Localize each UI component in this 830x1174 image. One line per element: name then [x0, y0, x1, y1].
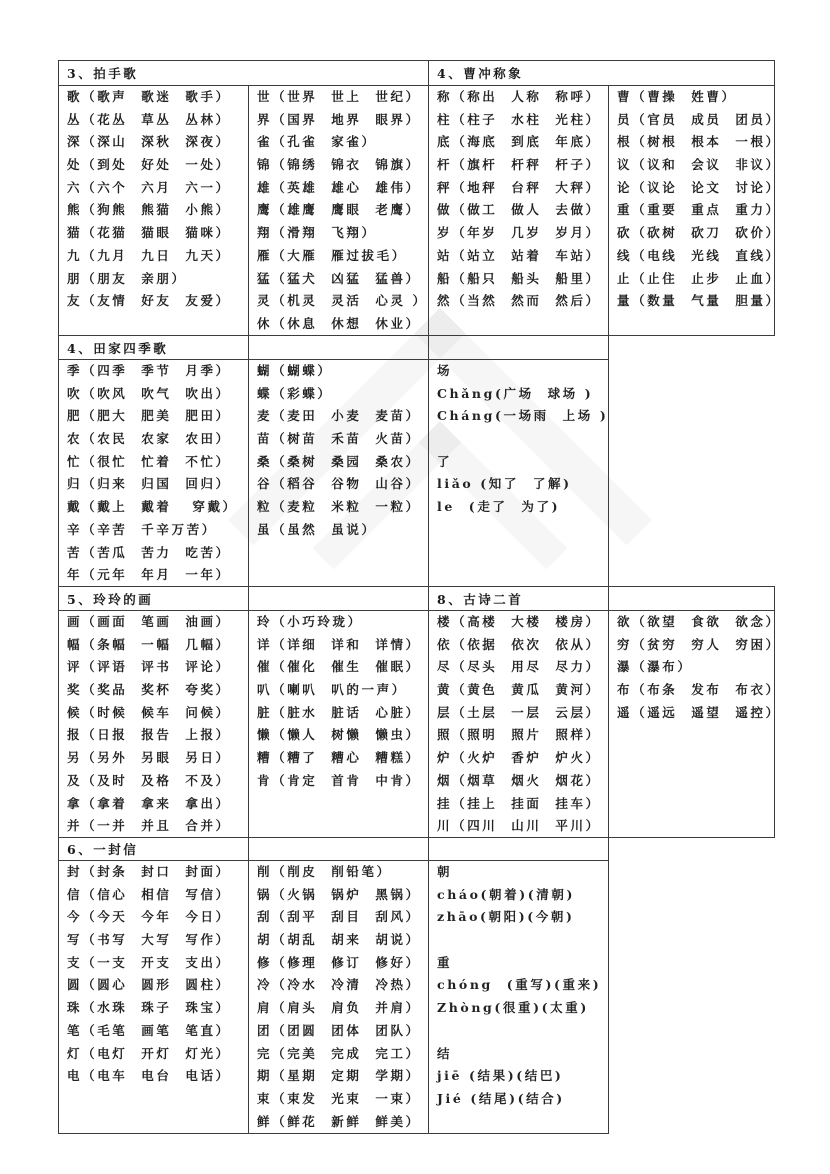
list-item: 穷（贫穷 穷人 穷困）: [617, 636, 781, 652]
list-item: 秤（地秤 台秤 大秤）: [437, 179, 601, 195]
list-item: 及（及时 及格 不及）: [67, 772, 231, 788]
list-item: 欲（欲望 食欲 欲念）: [617, 614, 781, 629]
list-item: 友（友情 好友 友爱）: [67, 293, 231, 309]
list-item: 遥（遥远 遥望 遥控）: [617, 704, 781, 720]
section-header: [248, 837, 429, 861]
list-item: 苗（树苗 禾苗 火苗）: [257, 431, 421, 447]
list-item: 懒（懒人 树懒 懒虫）: [257, 727, 421, 743]
section-header: [248, 586, 429, 611]
list-item: 九（九月 九日 九天）: [67, 247, 231, 263]
list-item: 束（束发 光束 一束）: [257, 1090, 421, 1106]
section-header: [608, 586, 775, 611]
list-item: 猫（花猫 猫眼 猫咪）: [67, 225, 231, 241]
list-item: 杆（旗杆 杆秤 杆子）: [437, 157, 601, 173]
list-item: 柱（柱子 水柱 光柱）: [437, 111, 601, 127]
list-item: 底（海底 到底 年底）: [437, 134, 601, 150]
list-item: 雄（英雄 雄心 雄伟）: [257, 179, 421, 195]
list-item: 深（深山 深秋 深夜）: [67, 134, 231, 150]
list-item: 忙（很忙 忙着 不忙）: [67, 453, 231, 469]
list-item: 年（元年 年月 一年）: [67, 567, 231, 583]
list-item: 六（六个 六月 六一）: [67, 179, 231, 195]
list-item: 曹（曹操 姓曹）: [617, 89, 737, 104]
list-item: 重（重要 重点 重力）: [617, 202, 781, 218]
list-item: 称（称出 人称 称呼）: [437, 89, 601, 104]
list-item: 岁（年岁 几岁 岁月）: [437, 225, 601, 241]
list-item: 麦（麦田 小麦 麦苗）: [257, 408, 421, 424]
list-item: 锅（火锅 锅炉 黑锅）: [257, 886, 421, 902]
list-item: 电（电车 电台 电话）: [67, 1068, 231, 1084]
list-item: 做（做工 做人 去做）: [437, 202, 601, 218]
list-item: 世（世界 世上 世纪）: [257, 89, 421, 104]
list-item: 桑（桑树 桑园 桑农）: [257, 453, 421, 469]
list-item: jiē (结果)(结巴): [437, 1068, 564, 1084]
list-item: 信（信心 相信 写信）: [67, 886, 231, 902]
list-item: 依（依据 依次 依从）: [437, 636, 601, 652]
list-item: 胡（胡乱 胡来 胡说）: [257, 932, 421, 948]
list-item: 议（议和 会议 非议）: [617, 157, 781, 173]
list-item: liǎo (知了 了解): [437, 476, 572, 492]
list-item: 并（一并 并且 合并）: [67, 818, 231, 834]
word-column: [58, 359, 249, 587]
list-item: 肯（肯定 首肯 中肯）: [257, 772, 421, 788]
list-item: 候（时候 候车 问候）: [67, 704, 231, 720]
list-item: Chǎng(广场 球场 ): [437, 385, 594, 401]
section-header: 5、玲玲的画: [58, 586, 249, 611]
section-header: [248, 335, 429, 360]
word-column: [58, 610, 249, 838]
list-item: Cháng(一场雨 上场 ): [437, 408, 609, 424]
list-item: 朝: [437, 864, 453, 879]
list-item: 修（修理 修订 修好）: [257, 954, 421, 970]
list-item: 辛（辛苦 千辛万苦）: [67, 521, 217, 537]
section-header: 4、田家四季歌: [58, 335, 249, 360]
list-item: cháo(朝着)(清朝): [437, 886, 575, 902]
list-item: 脏（脏水 脏话 心脏）: [257, 704, 421, 720]
list-item: 熊（狗熊 熊猫 小熊）: [67, 202, 231, 218]
list-item: 今（今天 今年 今日）: [67, 909, 231, 925]
list-item: zhāo(朝阳)(今朝): [437, 909, 575, 925]
list-item: 站（站立 站着 车站）: [437, 247, 601, 263]
list-item: 止（止住 止步 止血）: [617, 270, 781, 286]
word-column: [248, 860, 429, 1134]
list-item: 黄（黄色 黄瓜 黄河）: [437, 682, 601, 698]
list-item: 期（星期 定期 学期）: [257, 1068, 421, 1084]
word-column: [248, 85, 429, 336]
list-item: 支（一支 开支 支出）: [67, 954, 231, 970]
section-header: [428, 837, 609, 861]
section-header: 3、拍手歌: [58, 60, 429, 86]
list-item: 然（当然 然而 然后）: [437, 293, 601, 309]
list-item: 鲜（鲜花 新鲜 鲜美）: [257, 1113, 421, 1129]
list-item: 丛（花丛 草丛 丛林）: [67, 111, 231, 127]
list-item: 农（农民 农家 农田）: [67, 431, 231, 447]
list-item: 雀（孔雀 家雀）: [257, 134, 377, 150]
list-item: 楼（高楼 大楼 楼房）: [437, 614, 601, 629]
list-item: 画（画面 笔画 油画）: [67, 614, 231, 629]
list-item: 戴（戴上 戴着 穿戴）: [67, 499, 238, 515]
list-item: 烟（烟草 烟火 烟花）: [437, 772, 601, 788]
list-item: 照（照明 照片 照样）: [437, 727, 601, 743]
list-item: [437, 428, 608, 451]
list-item: 砍（砍树 砍刀 砍价）: [617, 225, 781, 241]
list-item: 冷（冷水 冷清 冷热）: [257, 977, 421, 993]
list-item: 苦（苦瓜 苦力 吃苦）: [67, 544, 231, 560]
list-item: 粒（麦粒 米粒 一粒）: [257, 499, 421, 515]
list-item: 灯（电灯 开灯 灯光）: [67, 1045, 231, 1061]
list-item: 叭（喇叭 叭的一声）: [257, 682, 407, 698]
list-item: 线（电线 光线 直线）: [617, 247, 781, 263]
list-item: 雁（大雁 雁过拔毛）: [257, 247, 407, 263]
list-item: 挂（挂上 挂面 挂车）: [437, 795, 601, 811]
list-item: 玲（小巧玲珑）: [257, 614, 363, 629]
list-item: 肥（肥大 肥美 肥田）: [67, 408, 231, 424]
list-item: Zhòng(很重)(太重): [437, 1000, 589, 1016]
list-item: 封（封条 封口 封面）: [67, 864, 231, 879]
list-item: 奖（奖品 奖杯 夸奖）: [67, 682, 231, 698]
list-item: 量（数量 气量 胆量）: [617, 293, 781, 309]
list-item: 歌（歌声 歌迷 歌手）: [67, 89, 231, 104]
list-item: 布（布条 发布 布衣）: [617, 682, 781, 698]
section-header: 4、曹冲称象: [428, 60, 775, 86]
list-item: 完（完美 完成 完工）: [257, 1045, 421, 1061]
list-item: 灵（机灵 灵活 心灵 ）: [257, 293, 428, 309]
word-column: [608, 85, 781, 336]
list-item: 笔（毛笔 画笔 笔直）: [67, 1022, 231, 1038]
word-column: [248, 610, 429, 838]
list-item: 翔（滑翔 飞翔）: [257, 225, 377, 241]
list-item: 蝴（蝴蝶）: [257, 363, 333, 378]
list-item: 界（国界 地界 眼界）: [257, 111, 421, 127]
list-item: 团（团圆 团体 团队）: [257, 1022, 421, 1038]
list-item: 珠（水珠 珠子 珠宝）: [67, 1000, 231, 1016]
list-item: 场: [437, 363, 453, 378]
word-column: [608, 610, 781, 838]
list-item: 糟（糟了 糟心 糟糕）: [257, 750, 421, 766]
list-item: 论（议论 论文 讨论）: [617, 179, 781, 195]
list-item: 休（休息 休想 休业）: [257, 315, 421, 331]
list-item: 虽（虽然 虽说）: [257, 521, 377, 537]
list-item: 员（官员 成员 团员）: [617, 111, 781, 127]
list-item: 拿（拿着 拿来 拿出）: [67, 795, 231, 811]
list-item: 削（削皮 削铅笔）: [257, 864, 392, 879]
list-item: chóng (重写)(重来): [437, 977, 602, 993]
list-item: 归（归来 归国 回归）: [67, 476, 231, 492]
list-item: 炉（火炉 香炉 炉火）: [437, 750, 601, 766]
list-item: 催（催化 催生 催眠）: [257, 659, 421, 675]
section-header: 8、古诗二首: [428, 586, 609, 611]
list-item: 鹰（雄鹰 鹰眼 老鹰）: [257, 202, 421, 218]
list-item: 猛（猛犬 凶猛 猛兽）: [257, 270, 421, 286]
list-item: 刮（刮平 刮目 刮风）: [257, 909, 421, 925]
section-header: 6、一封信: [58, 837, 249, 861]
list-item: 蝶（彩蝶）: [257, 385, 333, 401]
list-item: 详（详细 详和 详情）: [257, 636, 421, 652]
list-item: 川（四川 山川 平川）: [437, 818, 601, 834]
list-item: 结: [437, 1045, 453, 1061]
list-item: 吹（吹风 吹气 吹出）: [67, 385, 231, 401]
list-item: 朋（朋友 亲朋）: [67, 270, 187, 286]
list-item: Jié (结尾)(结合): [437, 1090, 565, 1106]
list-item: [437, 1020, 608, 1043]
list-item: 锦（锦绣 锦衣 锦旗）: [257, 157, 421, 173]
word-column: [428, 85, 609, 336]
list-item: 尽（尽头 用尽 尽力）: [437, 659, 601, 675]
list-item: 写（书写 大写 写作）: [67, 932, 231, 948]
list-item: 肩（肩头 肩负 并肩）: [257, 1000, 421, 1016]
list-item: 处（到处 好处 一处）: [67, 157, 231, 173]
list-item: 季（四季 季节 月季）: [67, 363, 231, 378]
list-item: 重: [437, 954, 453, 970]
list-item: 评（评语 评书 评论）: [67, 659, 231, 675]
polyphone-column: [428, 359, 609, 587]
polyphone-column: [428, 860, 609, 1134]
word-column: [58, 860, 249, 1134]
list-item: 圆（圆心 圆形 圆柱）: [67, 977, 231, 993]
word-column: [248, 359, 429, 587]
list-item: 了: [437, 453, 453, 469]
list-item: 谷（稻谷 谷物 山谷）: [257, 476, 421, 492]
list-item: 另（另外 另眼 另日）: [67, 750, 231, 766]
list-item: le (走了 为了): [437, 499, 561, 515]
list-item: [437, 929, 608, 952]
section-header: [428, 335, 609, 360]
list-item: 幅（条幅 一幅 几幅）: [67, 636, 231, 652]
list-item: 根（树根 根本 一根）: [617, 134, 781, 150]
list-item: 层（土层 一层 云层）: [437, 704, 601, 720]
word-column: [428, 610, 609, 838]
word-column: [58, 85, 249, 336]
list-item: 瀑（瀑布）: [617, 659, 693, 675]
list-item: 船（船只 船头 船里）: [437, 270, 601, 286]
list-item: 报（日报 报告 上报）: [67, 727, 231, 743]
